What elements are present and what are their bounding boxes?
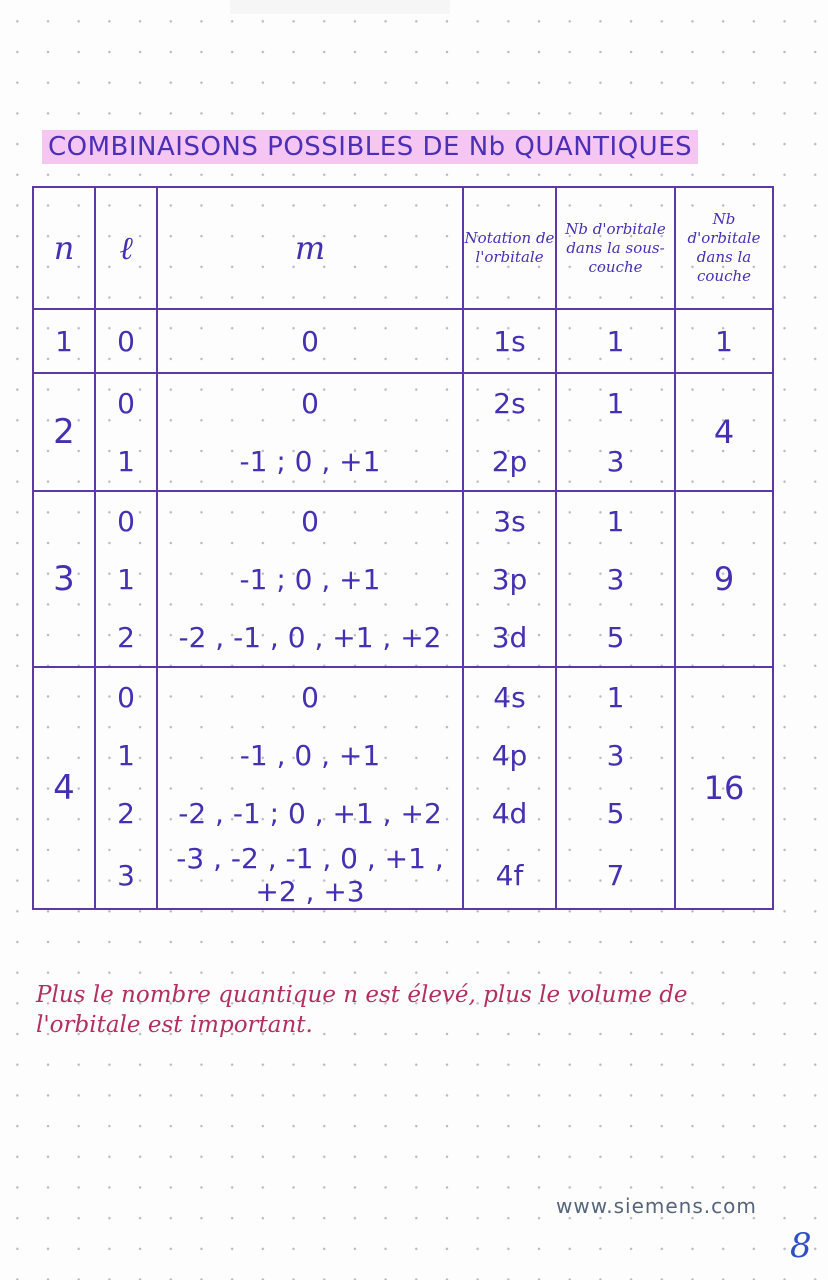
- l-value: 0: [95, 667, 157, 726]
- header-shell-count: Nb d'orbitale dans la couche: [675, 187, 773, 309]
- orbital-notation: 3d: [463, 608, 556, 667]
- l-value: 2: [95, 608, 157, 667]
- l-value: 3: [95, 842, 157, 909]
- orbital-notation: 1s: [463, 309, 556, 373]
- subshell-count: 1: [556, 373, 675, 432]
- orbital-notation: 2s: [463, 373, 556, 432]
- table-row: [33, 491, 773, 550]
- n-value: 4: [33, 667, 95, 909]
- m-values: 0: [157, 373, 463, 432]
- table-row: [33, 667, 773, 726]
- quantum-numbers-table: [32, 186, 774, 910]
- subshell-count: 1: [556, 309, 675, 373]
- footer-url: www.siemens.com: [556, 1194, 757, 1218]
- header-n: n: [33, 187, 95, 309]
- m-values: -1 , 0 , +1: [157, 726, 463, 784]
- l-value: 2: [95, 784, 157, 842]
- orbital-notation: 4d: [463, 784, 556, 842]
- l-value: 0: [95, 309, 157, 373]
- orbital-notation: 4f: [463, 842, 556, 909]
- table-row: [33, 842, 773, 909]
- l-value: 0: [95, 373, 157, 432]
- header-notation: Notation de l'orbitale: [463, 187, 556, 309]
- shell-total: 1: [675, 309, 773, 373]
- table-row: [33, 784, 773, 842]
- subshell-count: 3: [556, 726, 675, 784]
- table-row: [33, 309, 773, 373]
- shell-total: 4: [675, 373, 773, 491]
- subshell-count: 1: [556, 667, 675, 726]
- n-value: 2: [33, 373, 95, 491]
- top-smudge: [230, 0, 450, 14]
- table-header-row: [33, 187, 773, 309]
- subshell-count: 3: [556, 550, 675, 608]
- l-value: 0: [95, 491, 157, 550]
- header-l: ℓ: [95, 187, 157, 309]
- m-values: -2 , -1 , 0 , +1 , +2: [157, 608, 463, 667]
- orbital-notation: 4s: [463, 667, 556, 726]
- shell-total: 9: [675, 491, 773, 667]
- orbital-notation: 3p: [463, 550, 556, 608]
- l-value: 1: [95, 726, 157, 784]
- l-value: 1: [95, 432, 157, 491]
- table-row: [33, 373, 773, 432]
- page-number: 8: [790, 1226, 812, 1266]
- l-value: 1: [95, 550, 157, 608]
- m-values: -1 ; 0 , +1: [157, 432, 463, 491]
- table-row: [33, 726, 773, 784]
- subshell-count: 1: [556, 491, 675, 550]
- header-subshell-count: Nb d'orbitale dans la sous-couche: [556, 187, 675, 309]
- m-values: -3 , -2 , -1 , 0 , +1 , +2 , +3: [157, 842, 463, 909]
- shell-total: 16: [675, 667, 773, 909]
- subshell-count: 3: [556, 432, 675, 491]
- header-m: m: [157, 187, 463, 309]
- orbital-notation: 4p: [463, 726, 556, 784]
- m-values: 0: [157, 309, 463, 373]
- m-values: -2 , -1 ; 0 , +1 , +2: [157, 784, 463, 842]
- m-values: 0: [157, 667, 463, 726]
- handwritten-note: Plus le nombre quantique n est élevé, plus le volume de l'orbitale est important.: [36, 982, 688, 1038]
- subshell-count: 7: [556, 842, 675, 909]
- m-values: 0: [157, 491, 463, 550]
- page-title: COMBINAISONS POSSIBLES DE Nb QUANTIQUES: [42, 130, 698, 164]
- table-row: [33, 550, 773, 608]
- orbital-notation: 2p: [463, 432, 556, 491]
- m-values: -1 ; 0 , +1: [157, 550, 463, 608]
- subshell-count: 5: [556, 608, 675, 667]
- subshell-count: 5: [556, 784, 675, 842]
- n-value: 1: [33, 309, 95, 373]
- table-row: [33, 432, 773, 491]
- table-row: [33, 608, 773, 667]
- orbital-notation: 3s: [463, 491, 556, 550]
- n-value: 3: [33, 491, 95, 667]
